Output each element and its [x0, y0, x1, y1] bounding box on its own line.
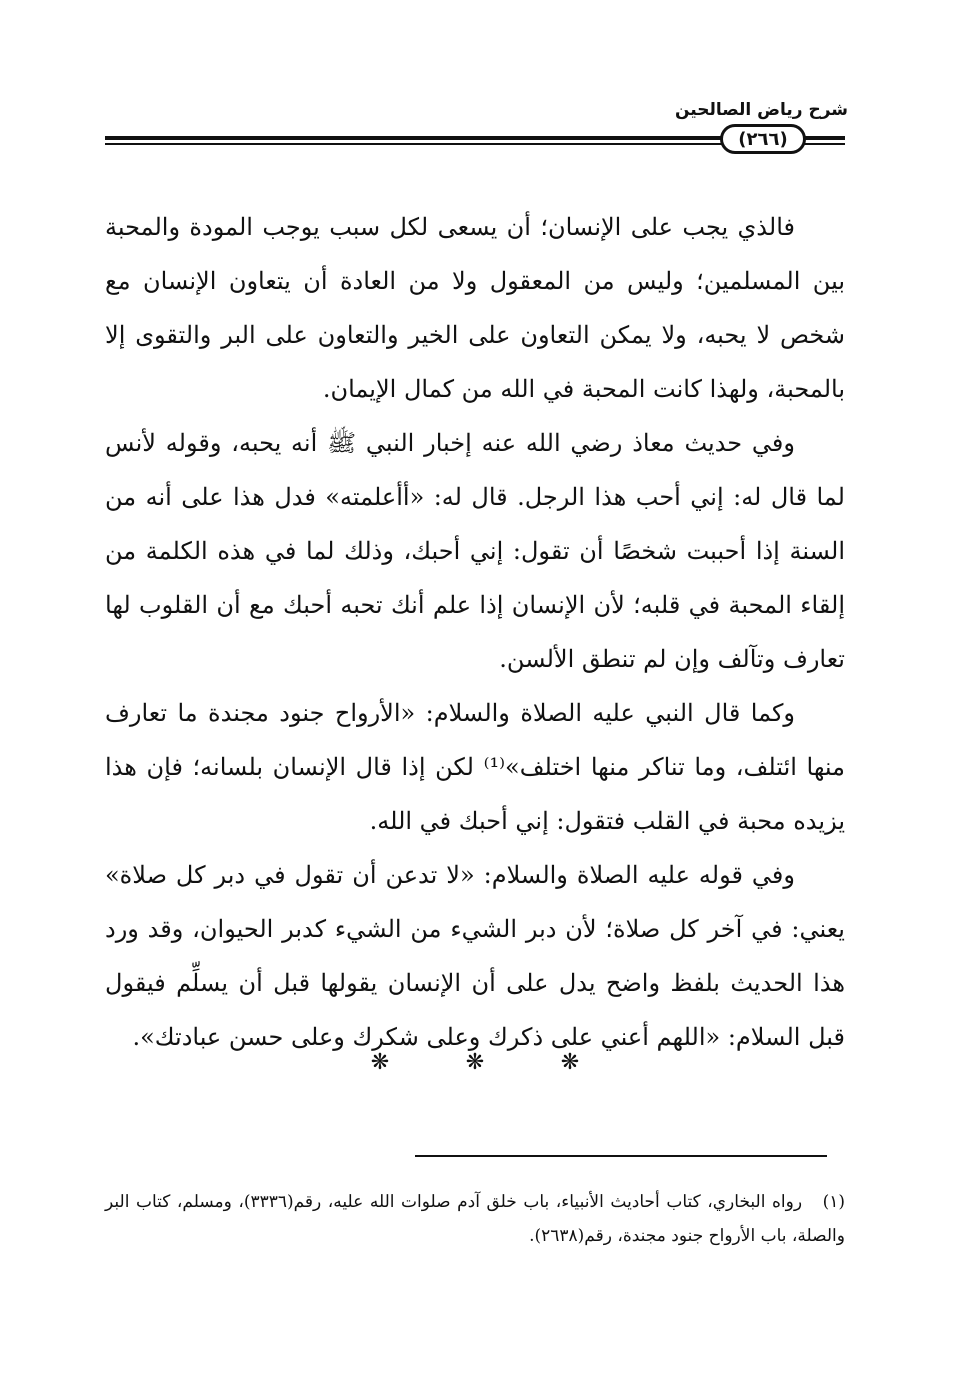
asterism-icon: ❋	[370, 1050, 390, 1075]
footnote-separator	[415, 1155, 827, 1157]
page-number: (٢٦٦)	[720, 124, 806, 154]
footnote	[105, 1185, 845, 1253]
asterism-icon: ❋	[560, 1050, 580, 1075]
paragraph: وكما قال النبي عليه الصلاة والسلام: «الأرواح جنود مجندة ما تعارف منها ائتلف، وما تناكر منها اختلف»⁽¹⁾ لكن إذا قال الإنسان بلسانه؛ فإن هذا يزيده محبة في القلب فتقول: إني أحبك في الله.	[105, 699, 845, 835]
paragraph: وفي حديث معاذ رضي الله عنه إخبار النبي ﷺ أنه يحبه، وقوله لأنس لما قال له: إني أحب هذا الرجل. قال له: «أأعلمته» فدل هذا على أنه من السنة إذا أحببت شخصًا أن تقول: إني أحبك، وذلك لما في هذه الكلمة من إلقاء المحبة في قلبه؛ لأن الإنسان إذا علم أنك تحبه أحبك مع أن القلوب لها تعارف وتآلف وإن لم تنطق الألسن.	[105, 429, 845, 673]
asterism-icon: ❋	[465, 1050, 485, 1075]
footnote-marker: (١)	[822, 1192, 845, 1212]
paragraph: فالذي يجب على الإنسان؛ أن يسعى لكل سبب يوجب المودة والمحبة بين المسلمين؛ وليس من المعقول ولا من العادة أن يتعاون الإنسان مع شخص لا يحبه، ولا يمكن التعاون على الخير والتعاون على البر والتقوى إلا بالمحبة، ولهذا كانت المحبة في الله من كمال الإيمان.	[105, 213, 845, 403]
paragraph: وفي قوله عليه الصلاة والسلام: «لا تدعن أن تقول في دبر كل صلاة» يعني: في آخر كل صلاة؛ لأن دبر الشيء من الشيء كدبر الحيوان، وقد ورد هذا الحديث بلفظ واضح يدل على أن الإنسان يقولها قبل أن يسلِّم فيقول قبل السلام: «اللهم أعني على ذكرك وعلى شكرك وعلى حسن عبادتك».	[105, 861, 845, 1051]
footnote-text: رواه البخاري، كتاب أحاديث الأنبياء، باب خلق آدم صلوات الله عليه، رقم(٣٣٣٦)، ومسلم، كتاب البر والصلة، باب الأرواح جنود مجندة، رقم(٢٦٣٨).	[105, 1192, 845, 1246]
section-divider	[360, 1050, 590, 1075]
running-title: شرح رياض الصالحين	[674, 100, 848, 120]
body-text	[105, 200, 845, 1064]
